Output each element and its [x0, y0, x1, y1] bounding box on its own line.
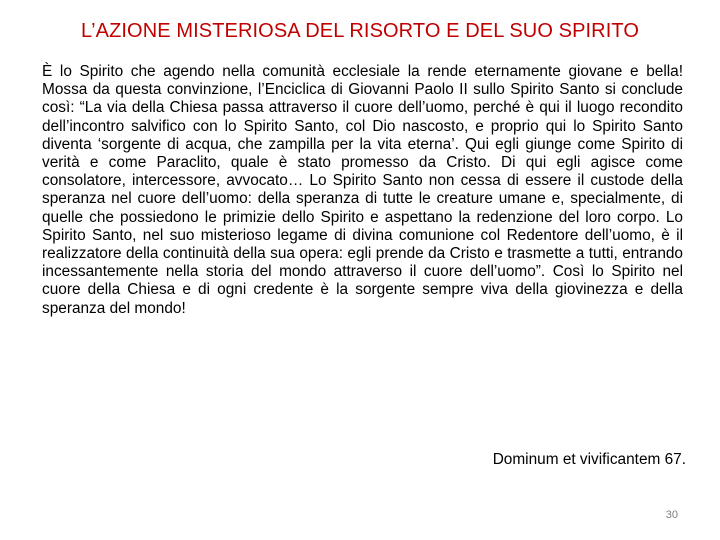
body-paragraph: È lo Spirito che agendo nella comunità ecclesiale la rende eternamente giovane e bella! Mossa da questa convinzione, l’Enciclica di Giovanni Paolo II sullo Spirito Santo si conclude così: “La via della Chiesa passa attraverso il cuore dell’uomo, perché è qui il luogo recondito dell’incontro salvifico con lo Spirito Santo, col Dio nascosto, e proprio qui lo Spirito Santo diventa ‘sorgente di acqua, che zampilla per la vita eterna’. Qui egli giunge come Spirito di verità e come Paraclito, quale è stato promesso da Cristo. Di qui egli agisce come consolatore, intercessore, avvocato… Lo Spirito Santo non cessa di essere il custode della speranza nel cuore dell’uomo: della speranza di tutte le creature umane e, specialmente, di quelle che possiedono le primizie dello Spirito e aspettano la redenzione del loro corpo. Lo Spirito Santo, nel suo misterioso legame di divina comunione col Redentore dell’uomo, è il realizzatore della continuità della sua opera: egli prende da Cristo e trasmette a tutti, entrando incessantemente nella storia del mondo attraverso il cuore dell’uomo”. Così lo Spirito nel cuore della Chiesa e di ogni credente è la sorgente sempre viva della giovinezza e della speranza del mondo! [42, 63, 683, 317]
citation: Dominum et vivificantem 67. [492, 451, 686, 468]
slide-title: L’AZIONE MISTERIOSA DEL RISORTO E DEL SUO SPIRITO [80, 20, 639, 42]
page-number: 30 [665, 509, 678, 521]
